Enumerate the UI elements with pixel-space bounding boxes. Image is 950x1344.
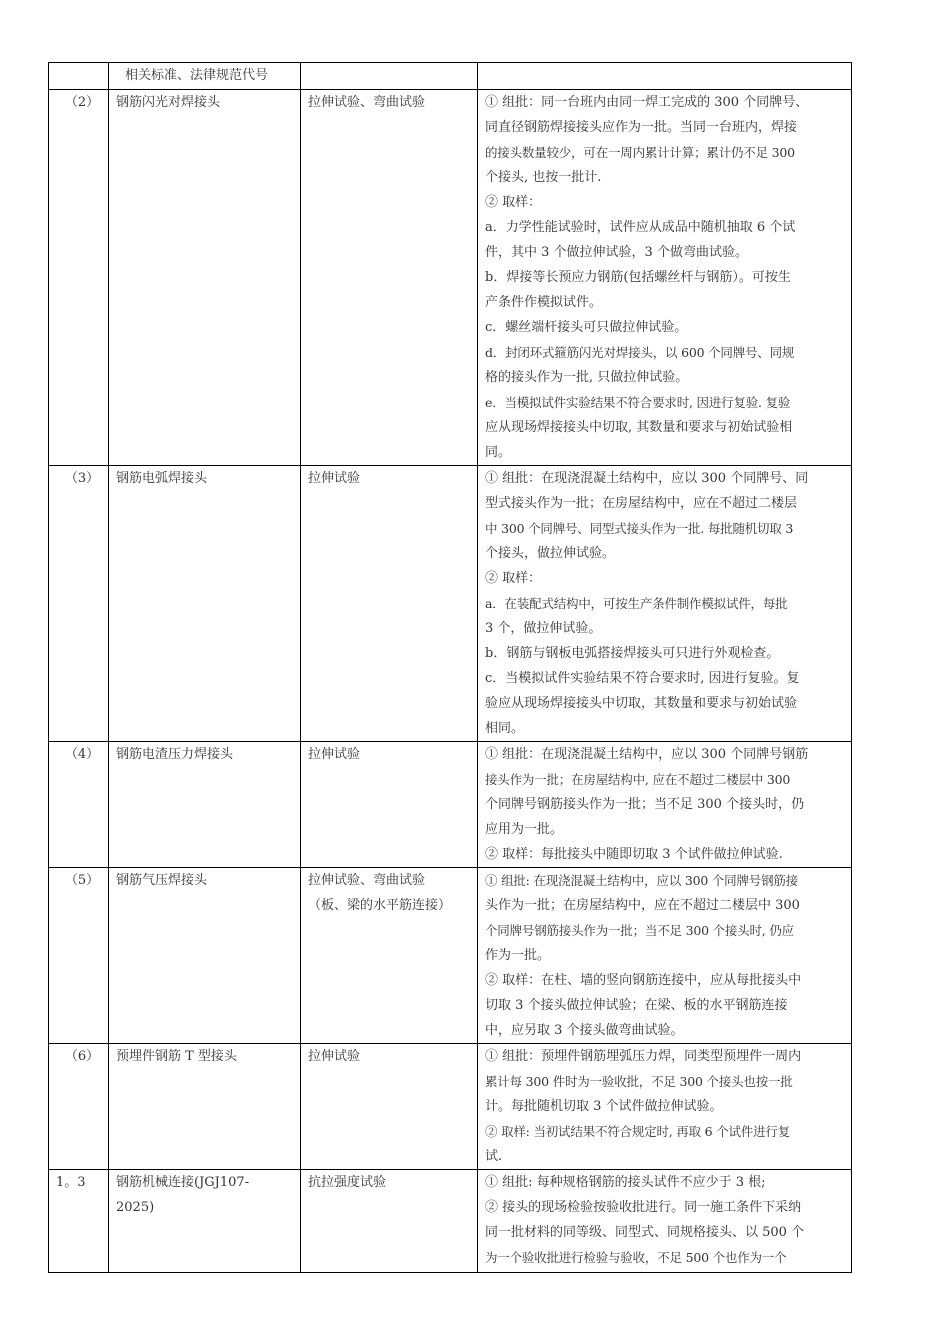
requirement-line: 个接头, 也按一批计. bbox=[485, 170, 602, 185]
requirement-line: ② 取样：每批接头中随即切取 3 个试件做拉伸试验. bbox=[485, 847, 783, 862]
item-name bbox=[109, 1170, 301, 1273]
header-row bbox=[49, 63, 852, 90]
requirement-line: d．封闭环式箍筋闪光对焊接头，以 600 个同牌号、同规 bbox=[485, 345, 795, 360]
item-name-line: 钢筋机械连接(JGJ107- bbox=[116, 1175, 250, 1190]
requirement-line: ② 取样： bbox=[485, 195, 542, 210]
test-item-note: （板、梁的水平筋连接） bbox=[308, 898, 452, 913]
requirement-line: 应从现场焊接接头中切取, 其数量和要求与初始试验相 bbox=[485, 420, 793, 435]
row-number: 1。3 bbox=[49, 1170, 109, 1273]
requirement-text bbox=[478, 1170, 852, 1273]
requirement-line: 试. bbox=[485, 1149, 503, 1164]
requirement-line: 切取 3 个接头做拉伸试验；在梁、板的水平钢筋连接 bbox=[485, 998, 788, 1013]
requirement-line: ① 组批：在现浇混凝土结构中，应以 300 个同牌号、同 bbox=[485, 471, 809, 486]
requirement-line: 格的接头作为一批, 只做拉伸试验。 bbox=[485, 370, 689, 385]
header-standard-cell: 相关标准、法律规范代号 bbox=[109, 63, 301, 90]
test-item bbox=[301, 868, 478, 1044]
requirement-line: ① 组批: 在现浇混凝土结构中，应以 300 个同牌号钢筋接 bbox=[485, 873, 798, 888]
requirement-line: 型式接头作为一批；在房屋结构中，应在不超过二楼层 bbox=[485, 496, 798, 511]
requirement-text bbox=[478, 868, 852, 1044]
requirement-line: 个同牌号钢筋接头作为一批；当不足 300 个接头时，仍 bbox=[485, 797, 805, 812]
requirement-line: 头作为一批；在房屋结构中，应在不超过二楼层中 300 bbox=[485, 898, 800, 913]
requirement-line: c．螺丝端杆接头可只做拉伸试验。 bbox=[485, 320, 688, 335]
header-no-cell bbox=[49, 63, 109, 90]
test-item: 拉伸试验、弯曲试验 bbox=[301, 90, 478, 466]
table-row bbox=[49, 1044, 852, 1170]
requirement-line: 接头作为一批；在房屋结构中, 应在不超过二楼层中 300 bbox=[485, 772, 791, 787]
requirement-line: 应用为一批。 bbox=[485, 822, 564, 837]
requirement-line: a．力学性能试验时，试件应从成品中随机抽取 6 个试 bbox=[485, 220, 796, 235]
requirement-line: 为一个验收批进行检验与验收，不足 500 个也作为一个 bbox=[485, 1250, 787, 1265]
requirement-line: 计。每批随机切取 3 个试件做拉伸试验。 bbox=[485, 1099, 723, 1114]
item-name: 预埋件钢筋 T 型接头 bbox=[109, 1044, 301, 1170]
test-item: 拉伸试验 bbox=[301, 742, 478, 868]
row-number: （5） bbox=[49, 868, 109, 1044]
requirement-line: ② 取样： bbox=[485, 571, 542, 586]
requirement-line: a．在装配式结构中，可按生产条件制作模拟试件，每批 bbox=[485, 596, 788, 611]
requirement-line: 个同牌号钢筋接头作为一批；当不足 300 个接头时, 仍应 bbox=[485, 923, 794, 938]
requirement-line: ② 取样: 当初试结果不符合规定时, 再取 6 个试件进行复 bbox=[485, 1124, 791, 1139]
table-row bbox=[49, 90, 852, 466]
requirement-line: 中 300 个同牌号、同型式接头作为一批. 每批随机切取 3 bbox=[485, 521, 794, 536]
requirement-line: ① 组批：预埋件钢筋埋弧压力焊，同类型预埋件一周内 bbox=[485, 1049, 802, 1064]
requirement-line: 个接头，做拉伸试验。 bbox=[485, 546, 616, 561]
requirement-line: 作为一批。 bbox=[485, 948, 551, 963]
test-item-line: 拉伸试验、弯曲试验 bbox=[308, 873, 426, 888]
requirement-text bbox=[478, 466, 852, 742]
requirement-line: e．当模拟试件实验结果不符合要求时, 因进行复验. 复验 bbox=[485, 395, 791, 410]
item-name-line: 2025) bbox=[116, 1200, 155, 1215]
test-item: 拉伸试验 bbox=[301, 466, 478, 742]
header-test-cell bbox=[301, 63, 478, 90]
test-item: 拉伸试验 bbox=[301, 1044, 478, 1170]
requirement-line: 件，其中 3 个做拉伸试验，3 个做弯曲试验。 bbox=[485, 245, 748, 260]
requirement-line: ① 组批: 每种规格钢筋的接头试件不应少于 3 根; bbox=[485, 1175, 766, 1190]
item-name: 钢筋闪光对焊接头 bbox=[109, 90, 301, 466]
requirement-line: 同一批材料的同等级、同型式、同规格接头、以 500 个 bbox=[485, 1225, 805, 1240]
row-number: （4） bbox=[49, 742, 109, 868]
requirement-line: 的接头数量较少，可在一周内累计计算；累计仍不足 300 bbox=[485, 145, 795, 160]
requirement-text bbox=[478, 90, 852, 466]
item-name: 钢筋电渣压力焊接头 bbox=[109, 742, 301, 868]
requirement-text bbox=[478, 742, 852, 868]
specification-table bbox=[48, 62, 852, 1273]
requirement-line: 产条件作模拟试件。 bbox=[485, 295, 603, 310]
table-row bbox=[49, 1170, 852, 1273]
requirement-line: 同直径钢筋焊接接头应作为一批。当同一台班内，焊接 bbox=[485, 120, 798, 135]
requirement-line: 同。 bbox=[485, 445, 512, 460]
table-row bbox=[49, 466, 852, 742]
requirement-line: 中，应另取 3 个接头做弯曲试验。 bbox=[485, 1023, 684, 1038]
requirement-line: c．当模拟试件实验结果不符合要求时, 因进行复验。复 bbox=[485, 671, 800, 686]
requirement-line: 相同。 bbox=[485, 721, 525, 736]
requirement-text bbox=[478, 1044, 852, 1170]
row-number: （3） bbox=[49, 466, 109, 742]
requirement-line: ① 组批：在现浇混凝土结构中，应以 300 个同牌号钢筋 bbox=[485, 747, 809, 762]
requirement-line: 3 个，做拉伸试验。 bbox=[485, 621, 602, 636]
test-item: 抗拉强度试验 bbox=[301, 1170, 478, 1273]
row-number: （2） bbox=[49, 90, 109, 466]
requirement-line: 验应从现场焊接接头中切取，其数量和要求与初始试验 bbox=[485, 696, 798, 711]
header-requirement-cell bbox=[478, 63, 852, 90]
requirement-line: 累计每 300 件时为一验收批，不足 300 个接头也按一批 bbox=[485, 1074, 793, 1089]
item-name: 钢筋气压焊接头 bbox=[109, 868, 301, 1044]
requirement-line: ② 取样：在柱、墙的竖向钢筋连接中，应从每批接头中 bbox=[485, 973, 802, 988]
table-row bbox=[49, 742, 852, 868]
requirement-line: b．焊接等长预应力钢筋(包括螺丝杆与钢筋）。可按生 bbox=[485, 270, 791, 285]
item-name: 钢筋电弧焊接头 bbox=[109, 466, 301, 742]
row-number: （6） bbox=[49, 1044, 109, 1170]
requirement-line: b．钢筋与钢板电弧搭接焊接头可只进行外观检查。 bbox=[485, 646, 780, 661]
requirement-line: ① 组批：同一台班内由同一焊工完成的 300 个同牌号、 bbox=[485, 95, 809, 110]
requirement-line: ② 接头的现场检验按验收批进行。同一施工条件下采纳 bbox=[485, 1200, 802, 1215]
table-row bbox=[49, 868, 852, 1044]
